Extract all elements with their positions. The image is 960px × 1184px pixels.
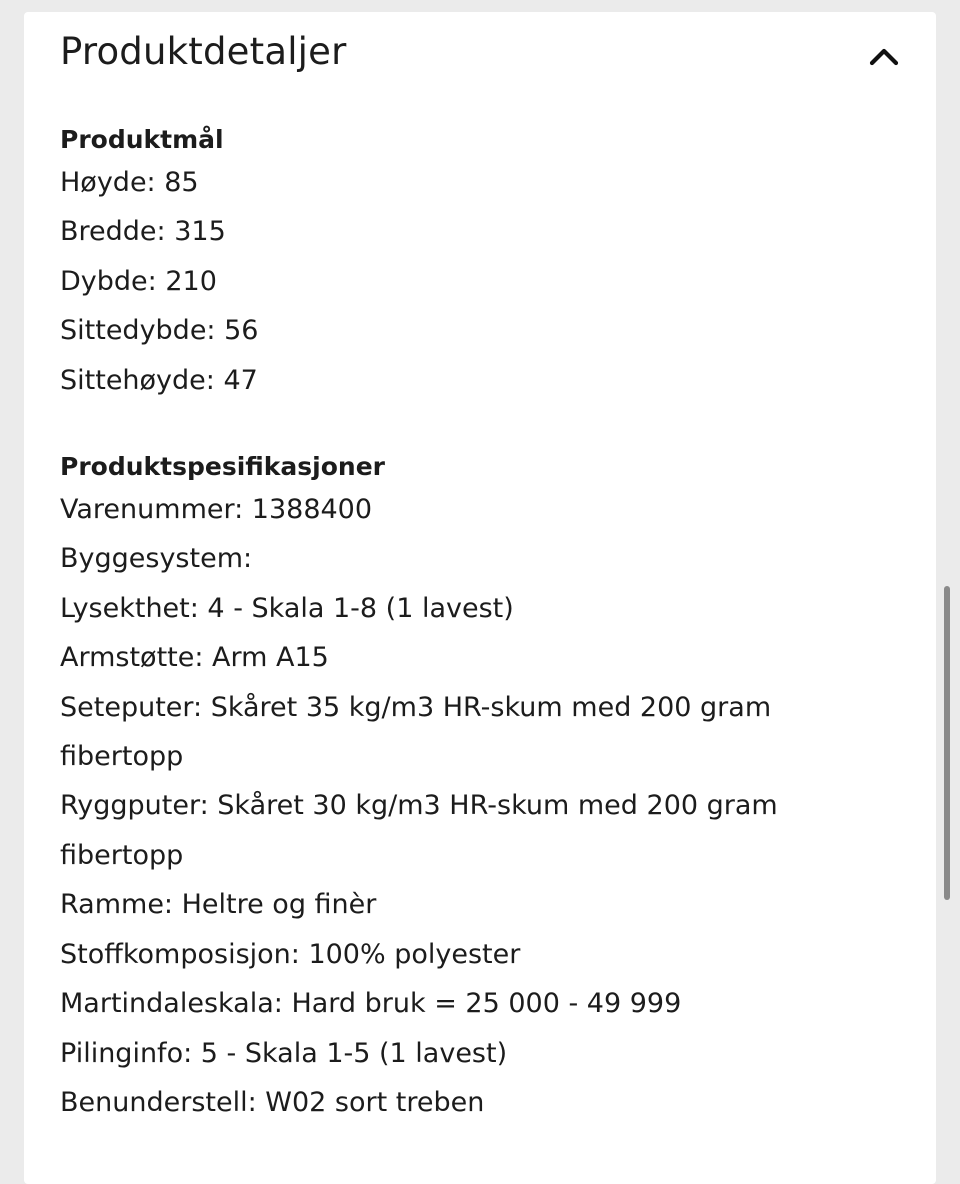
scrollbar-thumb[interactable] (944, 586, 950, 900)
dimensions-list (60, 158, 900, 405)
list-item: Ramme: Heltre og finèr (60, 889, 377, 921)
list-item: Pilinginfo: 5 - Skala 1-5 (1 lavest) (60, 1037, 508, 1069)
section-product-dimensions (60, 122, 900, 405)
list-item: Benunderstell: W02 sort treben (60, 1086, 485, 1118)
list-item: Bredde: 315 (60, 216, 226, 248)
list-item: Seteputer: Skåret 35 kg/m3 HR-skum med 200 gram fibertopp (60, 691, 772, 773)
list-item: Martindaleskala: Hard bruk = 25 000 - 49 999 (60, 988, 682, 1020)
list-item: Varenummer: 1388400 (60, 494, 373, 526)
product-details-header[interactable] (24, 12, 936, 96)
list-item: Sittedybde: 56 (60, 315, 259, 347)
list-item: Stoffkomposisjon: 100% polyester (60, 938, 521, 970)
list-item: Ryggputer: Skåret 30 kg/m3 HR-skum med 200 gram fibertopp (60, 790, 778, 871)
section-heading: Produktmål (60, 125, 224, 154)
section-heading: Produktspesifikasjoner (60, 452, 386, 482)
panel-title: Produktdetaljer (60, 30, 347, 73)
list-item: Byggesystem: (60, 543, 253, 575)
list-item: Høyde: 85 (60, 167, 199, 198)
product-details-panel (24, 12, 936, 1184)
list-item: Armstøtte: Arm A15 (60, 642, 329, 674)
panel-content (60, 122, 900, 1127)
list-item: Lysekthet: 4 - Skala 1-8 (1 lavest) (60, 592, 514, 624)
list-item: Dybde: 210 (60, 265, 217, 297)
chevron-up-icon[interactable] (864, 40, 904, 72)
section-product-specifications (60, 449, 900, 1127)
specifications-list (60, 485, 900, 1127)
list-item: Sittehøyde: 47 (60, 364, 258, 396)
